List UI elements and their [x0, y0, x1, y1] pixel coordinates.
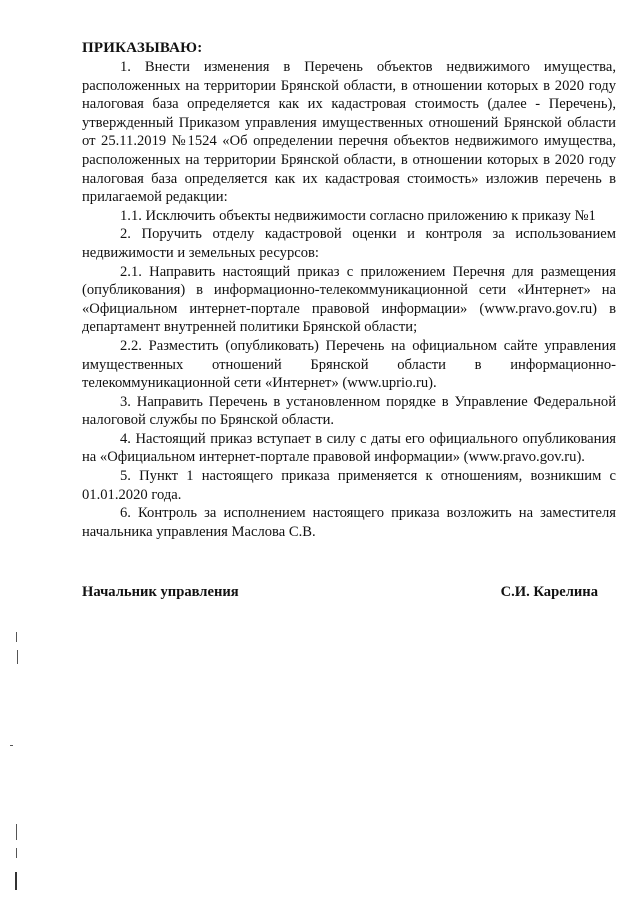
scan-artifact — [15, 872, 17, 890]
signatory-position: Начальник управления — [82, 584, 239, 600]
signature-block — [82, 584, 598, 601]
clause-6: 6. Контроль за исполнением настоящего приказа возложить на заместителя начальника управления Маслова С.В. — [82, 505, 616, 540]
scan-artifact — [10, 745, 13, 746]
clause-2: 2. Поручить отделу кадастровой оценки и контроля за использованием недвижимости и земельных ресурсов: — [82, 226, 616, 261]
scan-artifact — [16, 824, 17, 840]
clause-5: 5. Пункт 1 настоящего приказа применяется к отношениям, возникшим с 01.01.2020 года. — [82, 468, 616, 503]
clause-2-1: 2.1. Направить настоящий приказ с приложением Перечня для размещения (опубликования) в информационно-телекоммуникационной сети «Интернет» на «Официальном интернет-портале правовой информации» (www.pravo.gov.ru) в департамент внутренней политики Брянской области; — [82, 263, 616, 336]
clause-1: 1. Внести изменения в Перечень объектов недвижимого имущества, расположенных на территории Брянской области, в отношении которых в 2020 году налоговая база определяется как их кадастровая стоимость (далее - Перечень), утвержденный Приказом управления имущественных отношений Брянской области от 25.11.2019 №1524 «Об определении перечня объектов недвижимого имущества, расположенных на территории Брянской области, в отношении которых в 2020 году налоговая база определяется как их кадастровая стоимость» изложив перечень в прилагаемой редакции: — [82, 59, 616, 206]
scan-artifact — [16, 632, 17, 642]
scan-artifact — [17, 650, 18, 664]
clause-2-2: 2.2. Разместить (опубликовать) Перечень на официальном сайте управления имущественных отношений Брянской области в информационно-телекоммуникационной сети «Интернет» (www.uprio.ru). — [82, 337, 616, 392]
clause-1-1: 1.1. Исключить объекты недвижимости согласно приложению к приказу №1 — [120, 207, 596, 224]
clause-4: 4. Настоящий приказ вступает в силу с даты его официального опубликования на «Официальном интернет-портале правовой информации» (www.pravo.gov.ru). — [82, 430, 616, 466]
order-heading: ПРИКАЗЫВАЮ: — [82, 40, 203, 56]
signatory-name: С.И. Карелина — [500, 584, 598, 600]
clause-3: 3. Направить Перечень в установленном порядке в Управление Федеральной налоговой службы по Брянской области. — [82, 393, 616, 429]
order-body — [82, 58, 616, 541]
scan-artifact — [16, 848, 17, 858]
